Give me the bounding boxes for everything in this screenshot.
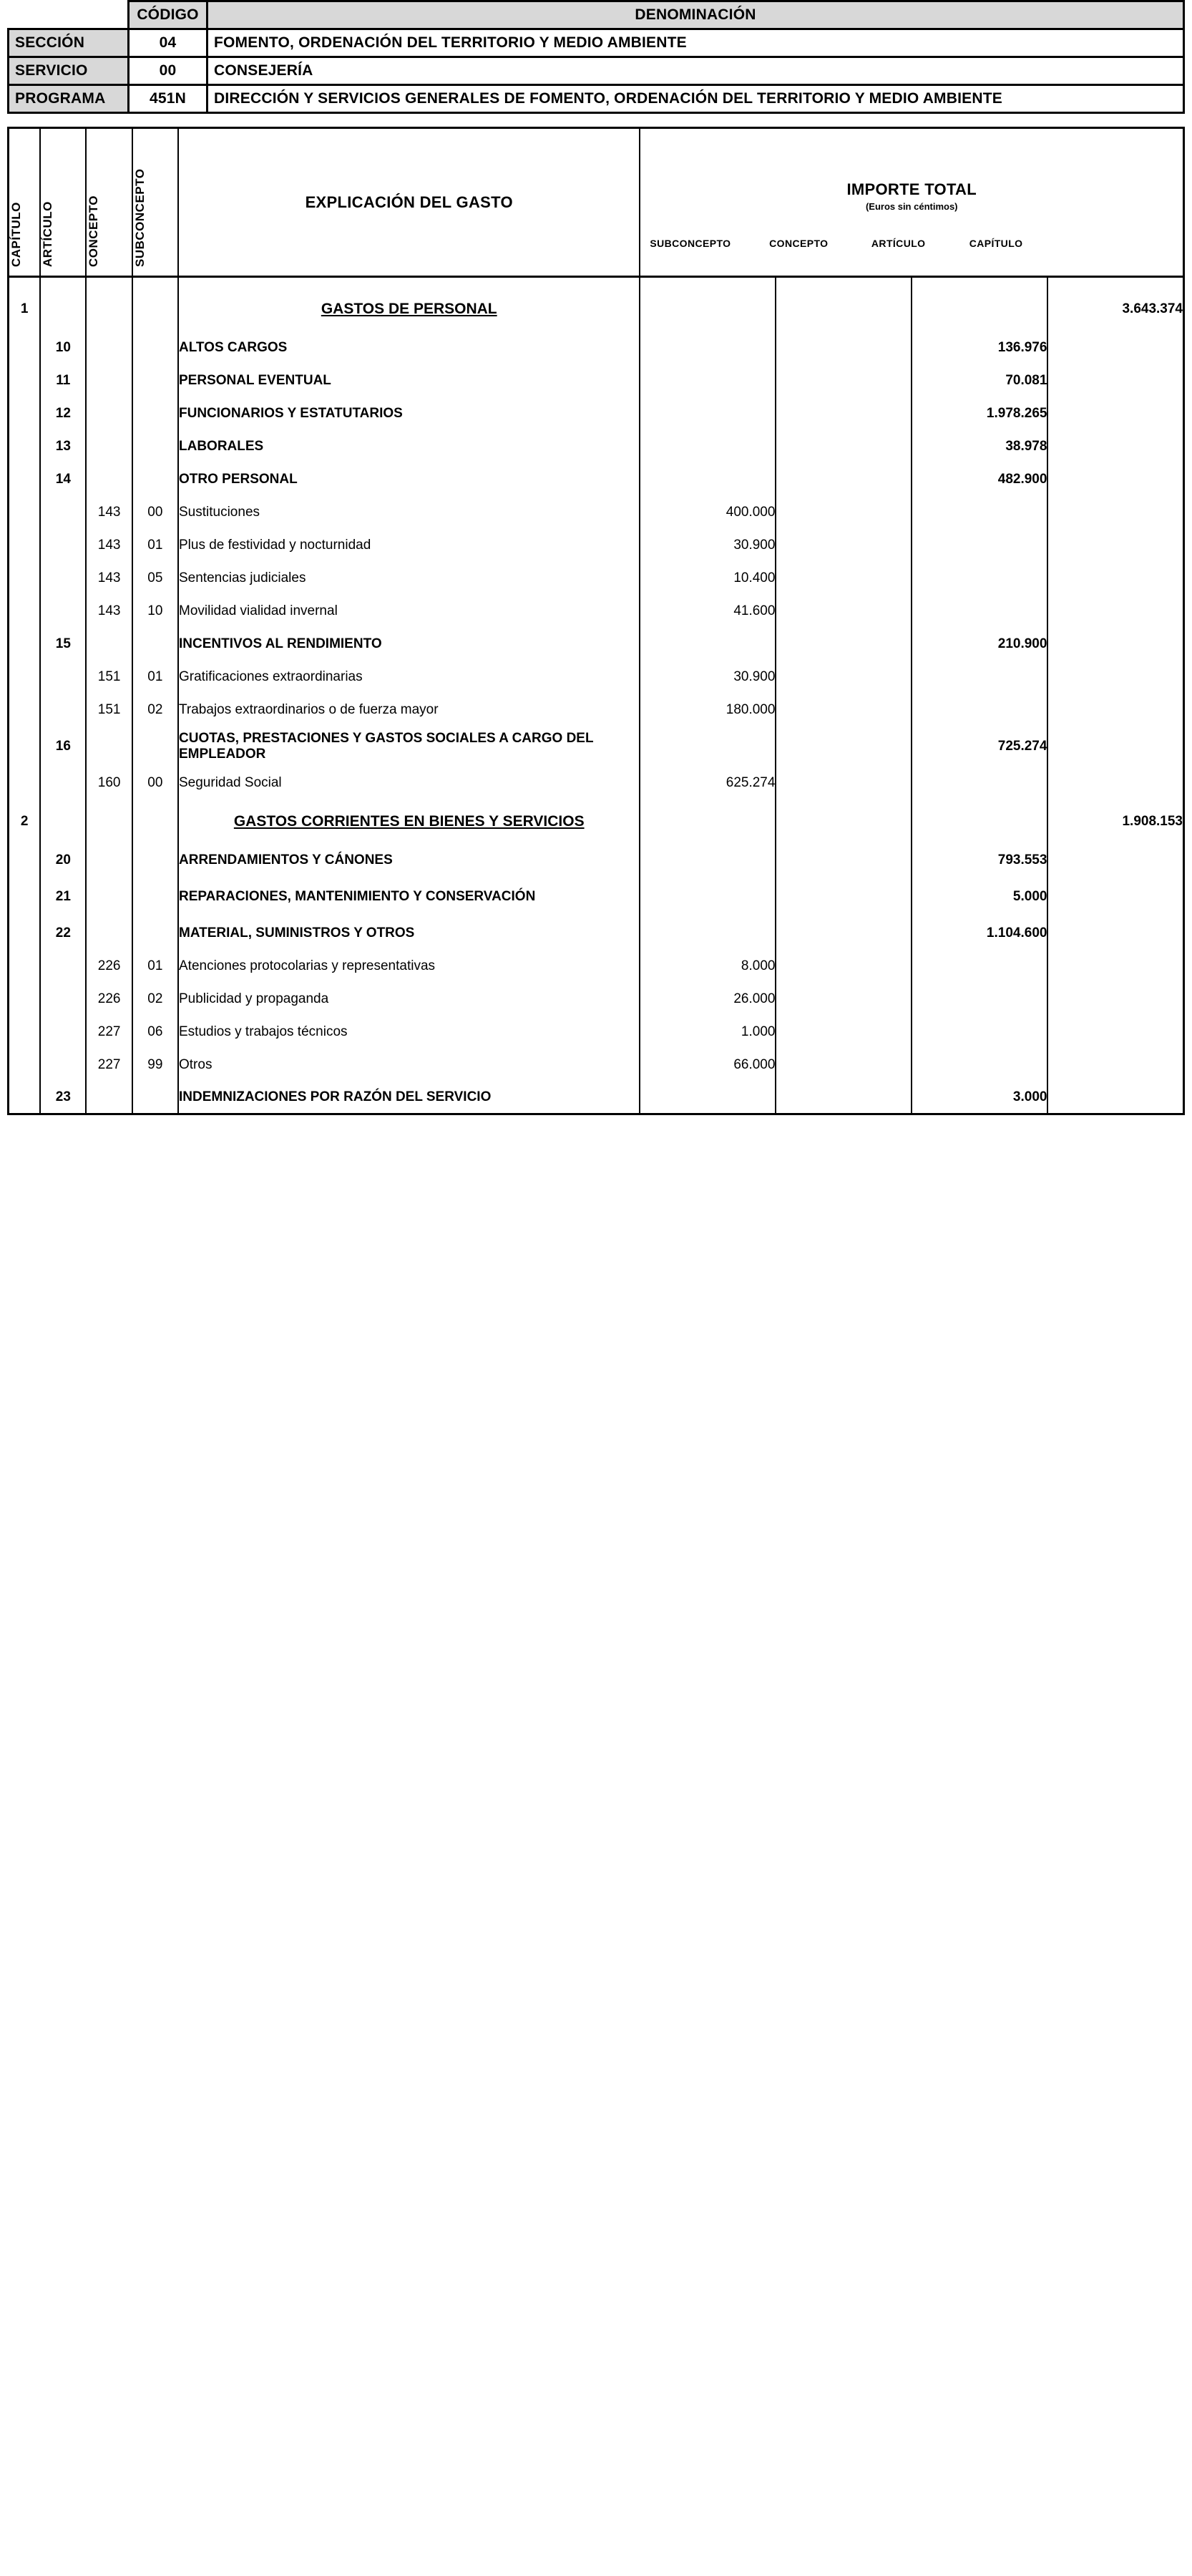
col-header-subconcepto-label: SUBCONCEPTO	[132, 168, 147, 267]
col-header-capitulo	[9, 128, 41, 277]
table-header-row	[9, 128, 1184, 277]
cell-capitulo	[9, 463, 41, 496]
cell-concepto	[86, 430, 132, 463]
cell-subconcepto: 01	[132, 661, 178, 694]
cell-explicacion: CUOTAS, PRESTACIONES Y GASTOS SOCIALES A CARGO DEL EMPLEADOR	[178, 726, 640, 767]
cell-concepto	[86, 628, 132, 661]
header-corner-blank	[9, 1, 129, 29]
cell-importe-capitulo: 1.908.153	[1122, 813, 1183, 829]
table-row	[9, 877, 1184, 917]
cell-articulo	[40, 1016, 86, 1049]
cell-importe-concepto	[776, 844, 912, 877]
cell-concepto	[86, 331, 132, 364]
cell-capitulo	[9, 983, 41, 1016]
cell-subconcepto	[132, 364, 178, 397]
table-row	[9, 767, 1184, 799]
cell-explicacion: ARRENDAMIENTOS Y CÁNONES	[178, 844, 640, 877]
cell-subconcepto: 02	[132, 983, 178, 1016]
table-row	[9, 1016, 1184, 1049]
cell-importe-subconcepto: 30.900	[640, 661, 776, 694]
cell-importe-concepto	[776, 287, 912, 331]
cell-capitulo	[9, 1049, 41, 1082]
cell-capitulo	[9, 529, 41, 562]
table-row	[9, 844, 1184, 877]
cell-importe-capitulo	[1047, 595, 1183, 628]
table-row	[9, 496, 1184, 529]
col-header-imp-capitulo: CAPÍTULO	[969, 238, 1023, 249]
col-header-articulo-label: ARTÍCULO	[41, 201, 55, 267]
col-header-imp-concepto: CONCEPTO	[769, 238, 829, 249]
cell-capitulo	[9, 726, 41, 767]
cell-importe-subconcepto	[640, 799, 776, 844]
cell-explicacion: FUNCIONARIOS Y ESTATUTARIOS	[178, 397, 640, 430]
cell-articulo	[40, 287, 86, 331]
cell-subconcepto: 06	[132, 1016, 178, 1049]
cell-capitulo	[9, 661, 41, 694]
col-header-subconcepto	[132, 128, 178, 277]
cell-articulo	[40, 694, 86, 726]
cell-importe-capitulo	[1047, 694, 1183, 726]
spacer-isub	[640, 277, 776, 287]
cell-importe-capitulo	[1047, 1016, 1183, 1049]
code-seccion: 04	[129, 29, 207, 57]
cell-importe-articulo: 5.000	[912, 877, 1047, 917]
cell-explicacion: GASTOS DE PERSONAL	[178, 287, 640, 331]
header-table	[7, 0, 1185, 114]
cell-concepto	[86, 1082, 132, 1114]
cell-importe-capitulo	[1047, 726, 1183, 767]
cell-explicacion: ALTOS CARGOS	[178, 331, 640, 364]
cell-capitulo	[9, 694, 41, 726]
cell-importe-articulo	[912, 595, 1047, 628]
cell-explicacion: INDEMNIZACIONES POR RAZÓN DEL SERVICIO	[178, 1082, 640, 1114]
cell-importe-concepto	[776, 331, 912, 364]
cell-articulo: 11	[40, 364, 86, 397]
cell-subconcepto	[132, 287, 178, 331]
cell-importe-subconcepto	[640, 364, 776, 397]
cell-importe-articulo: 3.000	[912, 1082, 1047, 1114]
cell-importe-capitulo	[1047, 877, 1183, 917]
cell-explicacion: LABORALES	[178, 430, 640, 463]
table-row	[9, 628, 1184, 661]
cell-subconcepto	[132, 726, 178, 767]
cell-concepto: 151	[86, 661, 132, 694]
cell-capitulo	[9, 331, 41, 364]
spacer-icon	[776, 277, 912, 287]
cell-articulo	[40, 496, 86, 529]
cell-importe-articulo	[912, 983, 1047, 1016]
cell-importe-capitulo	[1047, 844, 1183, 877]
cell-importe-capitulo	[1047, 983, 1183, 1016]
importe-total-subtitle: (Euros sin céntimos)	[865, 201, 958, 212]
cell-explicacion: Otros	[178, 1049, 640, 1082]
cell-concepto	[86, 364, 132, 397]
table-row	[9, 463, 1184, 496]
cell-subconcepto: 01	[132, 950, 178, 983]
cell-capitulo	[9, 917, 41, 950]
cell-importe-articulo: 210.900	[912, 628, 1047, 661]
spacer-row	[9, 277, 1184, 287]
cell-articulo	[40, 799, 86, 844]
cell-importe-subconcepto	[640, 331, 776, 364]
cell-capitulo	[9, 877, 41, 917]
cell-concepto: 226	[86, 950, 132, 983]
cell-subconcepto	[132, 628, 178, 661]
cell-importe-capitulo	[1047, 661, 1183, 694]
cell-explicacion: INCENTIVOS AL RENDIMIENTO	[178, 628, 640, 661]
cell-importe-articulo	[912, 767, 1047, 799]
cell-importe-capitulo	[1047, 1082, 1183, 1114]
table-row	[9, 726, 1184, 767]
cell-explicacion: Sentencias judiciales	[178, 562, 640, 595]
cell-importe-concepto	[776, 694, 912, 726]
cell-articulo: 22	[40, 917, 86, 950]
den-seccion: FOMENTO, ORDENACIÓN DEL TERRITORIO Y MEDIO AMBIENTE	[207, 29, 1184, 57]
cell-importe-capitulo	[1047, 562, 1183, 595]
cell-explicacion: REPARACIONES, MANTENIMIENTO Y CONSERVACIÓN	[178, 877, 640, 917]
cell-explicacion: Publicidad y propaganda	[178, 983, 640, 1016]
cell-concepto	[86, 799, 132, 844]
cell-importe-subconcepto: 625.274	[640, 767, 776, 799]
cell-explicacion: GASTOS CORRIENTES EN BIENES Y SERVICIOS	[178, 799, 640, 844]
cell-importe-subconcepto	[640, 877, 776, 917]
cell-concepto	[86, 877, 132, 917]
cell-importe-concepto	[776, 529, 912, 562]
cell-capitulo	[9, 430, 41, 463]
spacer-cap	[9, 277, 41, 287]
cell-explicacion: PERSONAL EVENTUAL	[178, 364, 640, 397]
cell-capitulo	[9, 364, 41, 397]
cell-subconcepto	[132, 844, 178, 877]
header-row-programa	[9, 85, 1184, 113]
table-row	[9, 397, 1184, 430]
cell-importe-subconcepto: 26.000	[640, 983, 776, 1016]
cell-capitulo: 2	[9, 799, 41, 844]
cell-concepto: 226	[86, 983, 132, 1016]
cell-articulo: 13	[40, 430, 86, 463]
spacer-art	[40, 277, 86, 287]
cell-importe-subconcepto: 180.000	[640, 694, 776, 726]
cell-articulo	[40, 562, 86, 595]
table-row	[9, 562, 1184, 595]
cell-importe-capitulo: 3.643.374	[1122, 301, 1183, 316]
cell-subconcepto	[132, 331, 178, 364]
importe-total-title: IMPORTE TOTAL	[846, 180, 977, 198]
cell-importe-articulo	[912, 1016, 1047, 1049]
cell-capitulo	[9, 562, 41, 595]
cell-concepto	[86, 463, 132, 496]
cell-importe-concepto	[776, 430, 912, 463]
cell-importe-subconcepto	[640, 628, 776, 661]
cell-subconcepto	[132, 1082, 178, 1114]
cell-articulo: 14	[40, 463, 86, 496]
table-row	[9, 1049, 1184, 1082]
header-codigo-title: CÓDIGO	[129, 1, 207, 29]
cell-subconcepto: 05	[132, 562, 178, 595]
cell-subconcepto: 01	[132, 529, 178, 562]
cell-concepto: 143	[86, 529, 132, 562]
cell-explicacion: Movilidad vialidad invernal	[178, 595, 640, 628]
cell-articulo	[40, 767, 86, 799]
cell-concepto	[86, 726, 132, 767]
col-header-imp-articulo: ARTÍCULO	[871, 238, 926, 249]
cell-importe-capitulo	[1047, 430, 1183, 463]
cell-concepto	[86, 287, 132, 331]
cell-articulo: 15	[40, 628, 86, 661]
cell-importe-subconcepto: 10.400	[640, 562, 776, 595]
cell-explicacion: Estudios y trabajos técnicos	[178, 1016, 640, 1049]
cell-importe-capitulo	[1047, 364, 1183, 397]
cell-importe-concepto	[776, 950, 912, 983]
table-row	[9, 661, 1184, 694]
cell-importe-concepto	[776, 917, 912, 950]
cell-importe-subconcepto	[640, 1082, 776, 1114]
code-servicio: 00	[129, 57, 207, 85]
cell-importe-subconcepto	[640, 726, 776, 767]
cell-importe-concepto	[776, 1016, 912, 1049]
cell-concepto: 143	[86, 562, 132, 595]
spacer-exp	[178, 277, 640, 287]
cell-importe-concepto	[776, 562, 912, 595]
col-header-capitulo-label: CAPÍTULO	[9, 202, 23, 267]
cell-explicacion: Atenciones protocolarias y representativas	[178, 950, 640, 983]
table-row	[9, 694, 1184, 726]
cell-capitulo	[9, 628, 41, 661]
table-row	[9, 917, 1184, 950]
cell-importe-concepto	[776, 767, 912, 799]
main-section	[0, 127, 1192, 1115]
cell-concepto: 143	[86, 496, 132, 529]
table-row	[9, 529, 1184, 562]
cell-articulo	[40, 529, 86, 562]
cell-importe-subconcepto	[640, 397, 776, 430]
cell-concepto	[86, 917, 132, 950]
cell-importe-subconcepto	[640, 917, 776, 950]
table-row	[9, 364, 1184, 397]
label-servicio: SERVICIO	[9, 57, 129, 85]
cell-subconcepto	[132, 397, 178, 430]
cell-capitulo	[9, 767, 41, 799]
cell-importe-articulo	[912, 950, 1047, 983]
cell-subconcepto	[132, 430, 178, 463]
cell-capitulo	[9, 1082, 41, 1114]
den-programa: DIRECCIÓN Y SERVICIOS GENERALES DE FOMENTO, ORDENACIÓN DEL TERRITORIO Y MEDIO AMBIENTE	[207, 85, 1184, 113]
cell-importe-subconcepto: 66.000	[640, 1049, 776, 1082]
cell-importe-subconcepto: 400.000	[640, 496, 776, 529]
cell-subconcepto: 00	[132, 496, 178, 529]
col-header-concepto-label: CONCEPTO	[87, 195, 101, 267]
cell-explicacion: Gratificaciones extraordinarias	[178, 661, 640, 694]
cell-importe-concepto	[776, 463, 912, 496]
cell-importe-capitulo	[1047, 331, 1183, 364]
cell-importe-concepto	[776, 1082, 912, 1114]
header-row-seccion	[9, 29, 1184, 57]
cell-explicacion: OTRO PERSONAL	[178, 463, 640, 496]
cell-concepto: 143	[86, 595, 132, 628]
cell-importe-subconcepto: 1.000	[640, 1016, 776, 1049]
cell-importe-articulo: 70.081	[912, 364, 1047, 397]
cell-importe-articulo	[912, 694, 1047, 726]
cell-importe-capitulo	[1047, 397, 1183, 430]
spacer-con	[86, 277, 132, 287]
cell-importe-capitulo	[1047, 1049, 1183, 1082]
cell-importe-capitulo	[1047, 463, 1183, 496]
cell-importe-subconcepto	[640, 463, 776, 496]
cell-importe-concepto	[776, 1049, 912, 1082]
cell-articulo	[40, 1049, 86, 1082]
header-section	[0, 0, 1192, 114]
table-row	[9, 950, 1184, 983]
table-row	[9, 983, 1184, 1016]
cell-subconcepto: 99	[132, 1049, 178, 1082]
cell-importe-subconcepto: 30.900	[640, 529, 776, 562]
header-title-row	[9, 1, 1184, 29]
header-row-servicio	[9, 57, 1184, 85]
cell-capitulo	[9, 1016, 41, 1049]
budget-table	[7, 127, 1185, 1115]
cell-articulo: 12	[40, 397, 86, 430]
spacer-icap	[1047, 277, 1183, 287]
table-row	[9, 331, 1184, 364]
cell-concepto: 227	[86, 1016, 132, 1049]
cell-importe-articulo: 482.900	[912, 463, 1047, 496]
spacer-sub	[132, 277, 178, 287]
cell-importe-concepto	[776, 496, 912, 529]
cell-importe-concepto	[776, 397, 912, 430]
cell-importe-articulo: 1.104.600	[912, 917, 1047, 950]
header-denominacion-title: DENOMINACIÓN	[207, 1, 1184, 29]
cell-importe-concepto	[776, 661, 912, 694]
cell-capitulo	[9, 496, 41, 529]
cell-capitulo	[9, 397, 41, 430]
col-header-articulo	[40, 128, 86, 277]
cell-importe-articulo	[912, 799, 1047, 844]
cell-importe-articulo	[912, 1049, 1047, 1082]
budget-page	[0, 0, 1192, 1115]
cell-articulo	[40, 595, 86, 628]
cell-capitulo: 1	[9, 287, 41, 331]
table-row	[9, 799, 1184, 844]
table-row	[9, 287, 1184, 331]
cell-articulo: 10	[40, 331, 86, 364]
cell-explicacion: MATERIAL, SUMINISTROS Y OTROS	[178, 917, 640, 950]
cell-importe-subconcepto: 41.600	[640, 595, 776, 628]
cell-importe-articulo: 38.978	[912, 430, 1047, 463]
cell-capitulo	[9, 950, 41, 983]
cell-capitulo	[9, 844, 41, 877]
table-row	[9, 595, 1184, 628]
cell-importe-capitulo	[1047, 917, 1183, 950]
cell-importe-articulo	[912, 562, 1047, 595]
cell-concepto: 160	[86, 767, 132, 799]
cell-articulo	[40, 661, 86, 694]
cell-importe-concepto	[776, 799, 912, 844]
cell-concepto	[86, 397, 132, 430]
den-servicio: CONSEJERÍA	[207, 57, 1184, 85]
cell-explicacion: Seguridad Social	[178, 767, 640, 799]
label-programa: PROGRAMA	[9, 85, 129, 113]
cell-subconcepto	[132, 463, 178, 496]
cell-articulo: 21	[40, 877, 86, 917]
cell-importe-capitulo	[1047, 950, 1183, 983]
cell-importe-concepto	[776, 628, 912, 661]
cell-importe-articulo	[912, 287, 1047, 331]
cell-importe-articulo	[912, 661, 1047, 694]
cell-articulo: 20	[40, 844, 86, 877]
cell-importe-capitulo	[1047, 767, 1183, 799]
cell-importe-capitulo	[1047, 496, 1183, 529]
cell-articulo: 23	[40, 1082, 86, 1114]
cell-articulo	[40, 983, 86, 1016]
cell-articulo: 16	[40, 726, 86, 767]
cell-importe-concepto	[776, 983, 912, 1016]
cell-subconcepto: 10	[132, 595, 178, 628]
cell-subconcepto: 00	[132, 767, 178, 799]
cell-explicacion: Plus de festividad y nocturnidad	[178, 529, 640, 562]
cell-importe-articulo: 1.978.265	[912, 397, 1047, 430]
cell-subconcepto	[132, 917, 178, 950]
cell-capitulo	[9, 595, 41, 628]
col-header-explicacion: EXPLICACIÓN DEL GASTO	[178, 128, 640, 277]
cell-subconcepto: 02	[132, 694, 178, 726]
cell-importe-concepto	[776, 726, 912, 767]
cell-concepto: 227	[86, 1049, 132, 1082]
cell-concepto: 151	[86, 694, 132, 726]
cell-importe-concepto	[776, 364, 912, 397]
cell-concepto	[86, 844, 132, 877]
cell-importe-subconcepto: 8.000	[640, 950, 776, 983]
cell-subconcepto	[132, 799, 178, 844]
cell-importe-capitulo	[1047, 529, 1183, 562]
col-header-imp-subconcepto: SUBCONCEPTO	[650, 238, 731, 249]
code-programa: 451N	[129, 85, 207, 113]
cell-importe-articulo: 793.553	[912, 844, 1047, 877]
cell-importe-concepto	[776, 595, 912, 628]
cell-importe-subconcepto	[640, 430, 776, 463]
cell-importe-articulo: 725.274	[912, 726, 1047, 767]
cell-explicacion: Trabajos extraordinarios o de fuerza mayor	[178, 694, 640, 726]
cell-importe-subconcepto	[640, 844, 776, 877]
label-seccion: SECCIÓN	[9, 29, 129, 57]
cell-subconcepto	[132, 877, 178, 917]
cell-importe-articulo	[912, 529, 1047, 562]
spacer-iart	[912, 277, 1047, 287]
cell-importe-articulo: 136.976	[912, 331, 1047, 364]
cell-explicacion: Sustituciones	[178, 496, 640, 529]
table-row	[9, 430, 1184, 463]
cell-importe-concepto	[776, 877, 912, 917]
table-row	[9, 1082, 1184, 1114]
col-header-importe-total	[640, 128, 1183, 277]
col-header-concepto	[86, 128, 132, 277]
cell-importe-subconcepto	[640, 287, 776, 331]
cell-importe-articulo	[912, 496, 1047, 529]
cell-articulo	[40, 950, 86, 983]
cell-importe-capitulo	[1047, 628, 1183, 661]
